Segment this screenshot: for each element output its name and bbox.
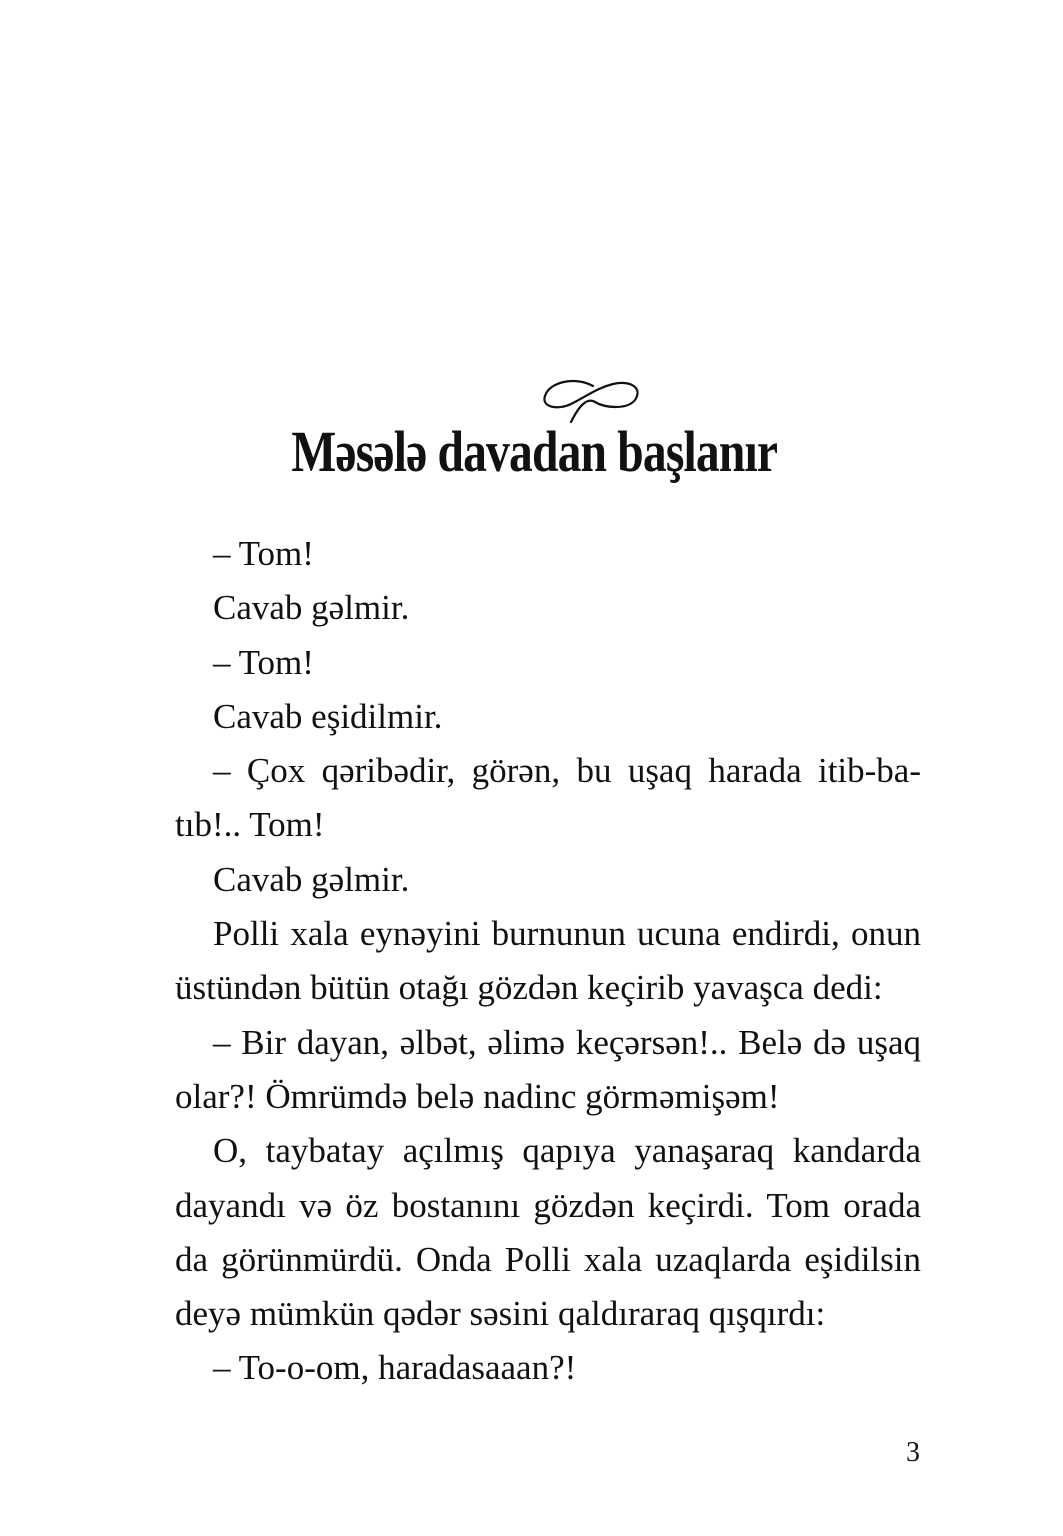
paragraph: – To-o-om, haradasaaan?! <box>213 1348 577 1388</box>
chapter-title: Məsələ davadan başlanır <box>291 419 778 484</box>
paragraph: Cavab gəlmir. <box>213 588 410 628</box>
paragraph: Cavab gəlmir. <box>213 859 410 899</box>
paragraph: – Çox qəribədir, görən, bu uşaq harada itib-ba-tıb!.. Tom! <box>175 751 921 845</box>
paragraph: Cavab eşidilmir. <box>213 696 443 736</box>
paragraph: – Tom! <box>213 642 314 682</box>
paragraph: O, taybatay açılmış qapıya yanaşaraq kandarda dayandı və öz bostanını gözdən keçirdi. Tom orada da görünmürdü. Onda Polli xala uzaqlarda eşidilsin deyə mümkün qədər səsini qaldıraraq qışqırdı: <box>175 1131 921 1334</box>
paragraph: – Tom! <box>213 534 314 573</box>
page-number: 3 <box>906 1437 920 1468</box>
paragraph: Polli xala eynəyini burnunun ucuna endirdi, onun üstündən bütün otağı gözdən keçirib yavaşca dedi: <box>175 914 921 1008</box>
body-text <box>175 527 921 1396</box>
paragraph: – Bir dayan, əlbət, əlimə keçərsən!.. Belə də uşaq olar?! Ömrümdə belə nadinc görməmişəm! <box>175 1022 921 1116</box>
